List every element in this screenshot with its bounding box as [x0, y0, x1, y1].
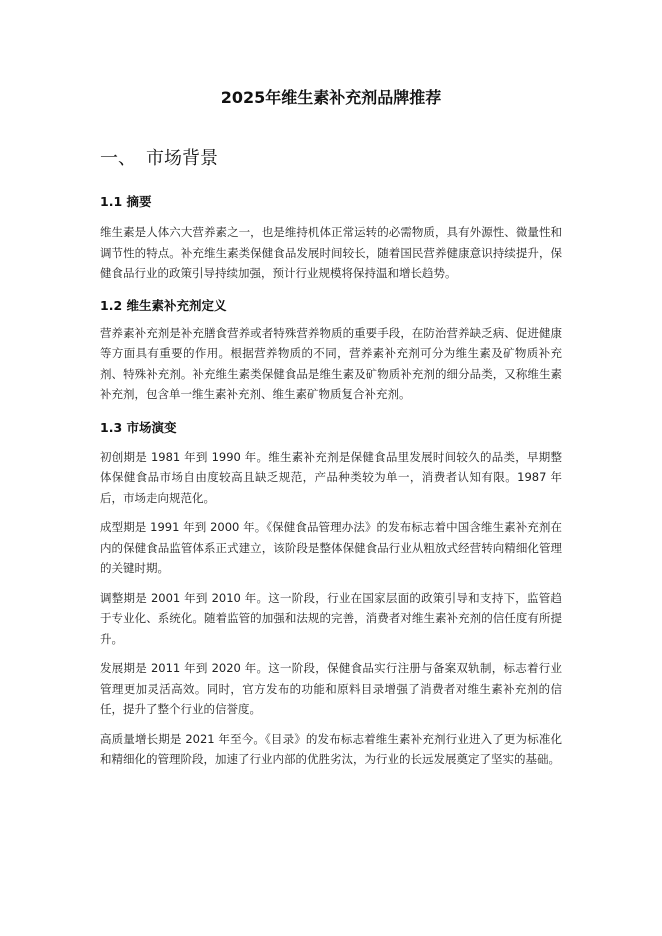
evolution-paragraph-development: 发展期是 2011 年到 2020 年。这一阶段，保健食品实行注册与备案双轨制，标志着行业管理更加灵活高效。同时，官方发布的功能和原料目录增强了消费者对维生素补充剂的信任，提升了整个行业的信誉度。 [100, 661, 562, 716]
evolution-paragraph-formation: 成型期是 1991 年到 2000 年。《保健食品管理办法》的发布标志着中国含维生素补充剂在内的保健食品监管体系正式建立，该阶段是整体保健食品行业从粗放式经营转向精细化管理的关键时期。 [100, 520, 562, 575]
document-title: 2025年维生素补充剂品牌推荐 [220, 88, 442, 107]
evolution-paragraph-startup: 初创期是 1981 年到 1990 年。维生素补充剂是保健食品里发展时间较久的品类，早期整体保健食品市场自由度较高且缺乏规范，产品种类较为单一，消费者认知有限。1987 年后，市场走向规范化。 [100, 449, 562, 505]
subsection-heading-summary: 1.1 摘要 [100, 194, 152, 209]
definition-paragraph: 营养素补充剂是补充膳食营养或者特殊营养物质的重要手段，在防治营养缺乏病、促进健康等方面具有重要的作用。根据营养物质的不同，营养素补充剂可分为维生素及矿物质补充剂、特殊补充剂。补充维生素类保健食品是维生素及矿物质补充剂的细分品类，又称维生素补充剂，包含单一维生素补充剂、维生素矿物质复合补充剂。 [100, 325, 562, 401]
section-title: 市场背景 [146, 148, 218, 169]
subsection-heading-definition: 1.2 维生素补充剂定义 [100, 297, 227, 313]
section-number: 一、 [100, 148, 136, 169]
evolution-paragraph-adjustment: 调整期是 2001 年到 2010 年。这一阶段，行业在国家层面的政策引导和支持下，监管趋于专业化、系统化。随着监管的加强和法规的完善，消费者对维生素补充剂的信任度有所提升。 [100, 590, 562, 646]
subsection-heading-market-evolution: 1.3 市场演变 [100, 419, 177, 435]
evolution-paragraph-high-quality-growth: 高质量增长期是 2021 年至今。《目录》的发布标志着维生素补充剂行业进入了更为标准化和精细化的管理阶段，加速了行业内部的优胜劣汰，为行业的长远发展奠定了坚实的基础。 [100, 731, 562, 766]
section-heading-market-background [100, 147, 562, 171]
summary-paragraph: 维生素是人体六大营养素之一，也是维持机体正常运转的必需物质，具有外源性、微量性和调节性的特点。补充维生素类保健食品发展时间较长，随着国民营养健康意识持续提升，保健食品行业的政策引导持续加强，预计行业规模将保持温和增长趋势。 [100, 225, 562, 280]
